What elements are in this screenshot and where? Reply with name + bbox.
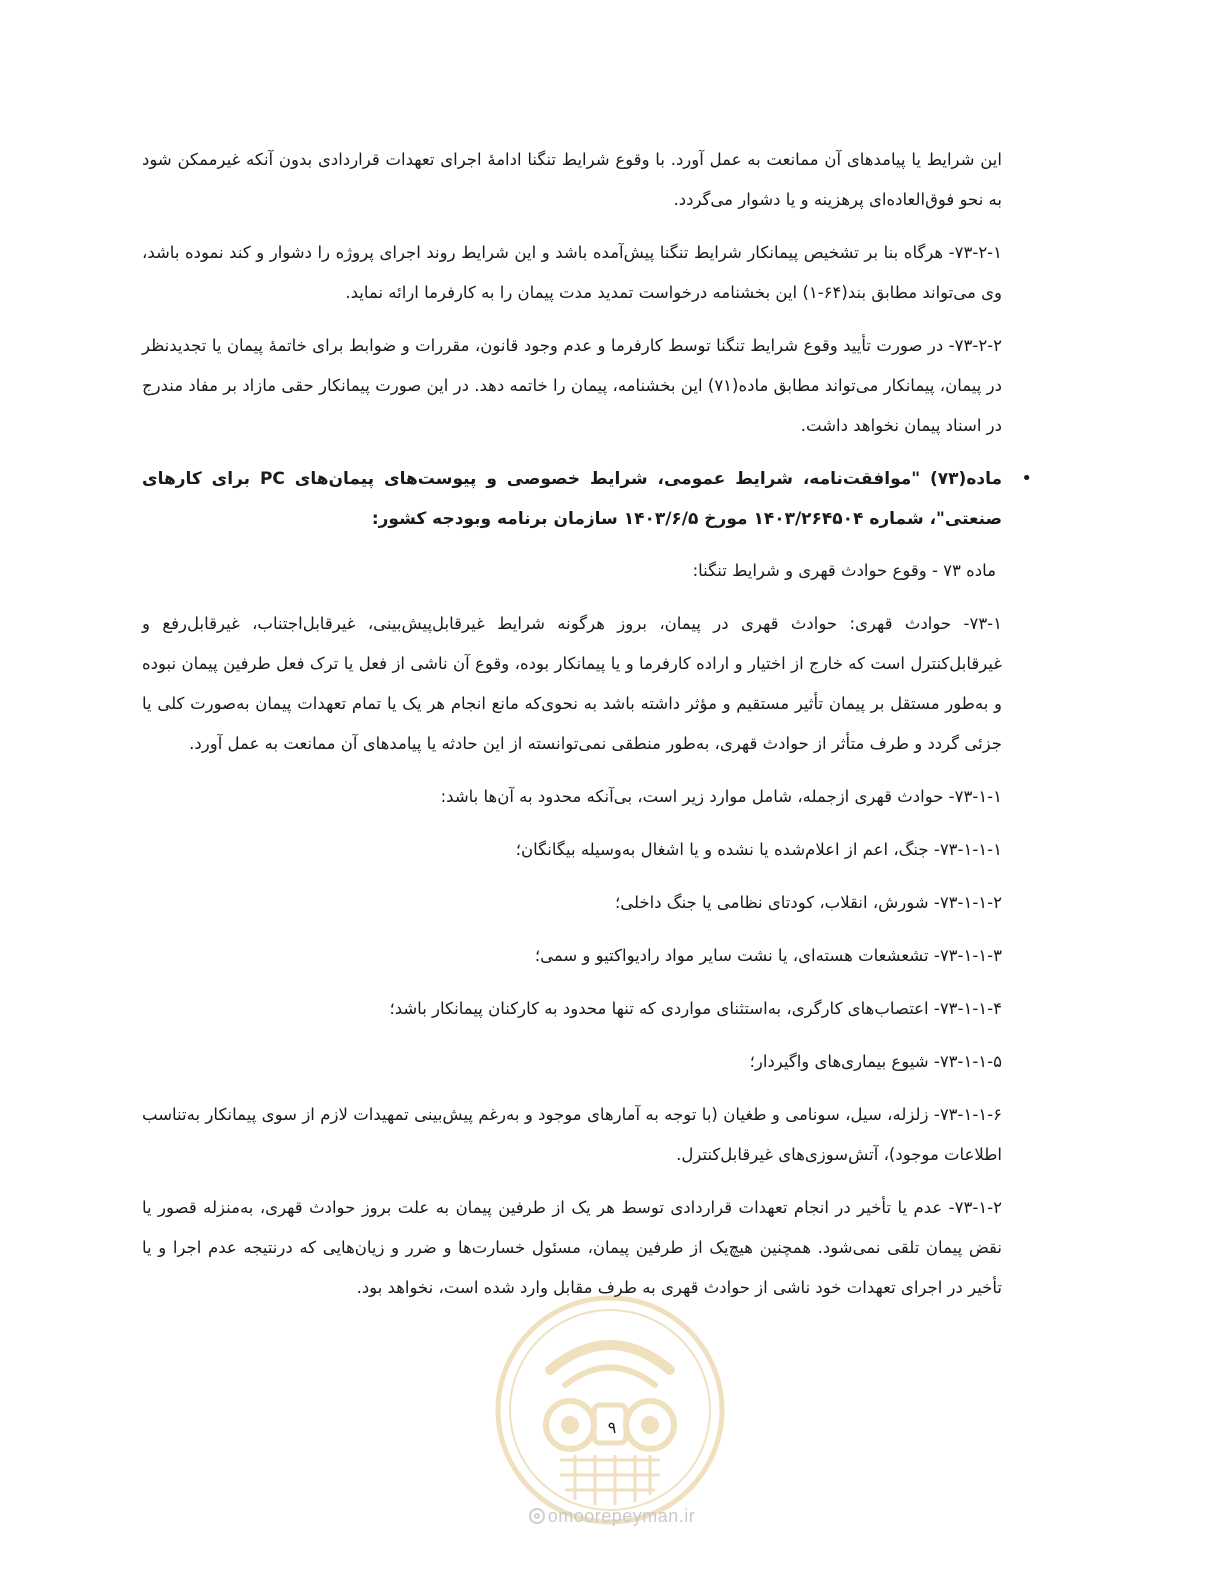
paragraph-73-1-1-4: ۷۳-۱-۱-۴- اعتصاب‌های کارگری، به‌استثنای مواردی که تنها محدود به کارکنان پیمانکار باشد؛	[389, 999, 1002, 1018]
bullet-item	[142, 459, 1032, 539]
bullet-heading: ماده(۷۳) "موافقت‌نامه، شرایط عمومی، شرایط خصوصی و پیوست‌های پیمان‌های PC برای کارهای صنعتی"، شماره ۱۴۰۳/۲۶۴۵۰۴ مورخ ۱۴۰۳/۶/۵ سازمان برنامه وبودجه کشور:	[142, 469, 1002, 529]
paragraph-73-1-1-3: ۷۳-۱-۱-۳- تشعشعات هسته‌ای، یا نشت سایر مواد رادیواکتیو و سمی؛	[534, 946, 1002, 965]
section-subheading: ماده ۷۳ - وقوع حوادث قهری و شرایط تنگنا:	[692, 561, 996, 580]
at-sign-icon	[529, 1508, 545, 1524]
watermark-seal-logo	[490, 1290, 730, 1530]
paragraph-73-1: ۷۳-۱- حوادث قهری: حوادث قهری در پیمان، بروز هرگونه شرایط غیرقابل‌پیش‌بینی، غیرقابل‌اجتناب، غیرقابل‌رفع و غیرقابل‌کنترل است که خارج از اختیار و اراده کارفرما و یا پیمانکار بوده، وقوع آن ناشی از فعل یا ترک فعل طرفین پیمان نبوده و به‌طور مستقل بر پیمان تأثیر مستقیم و مؤثر داشته باشد به نحوی‌که مانع انجام هر یک یا تمام تعهدات پیمان به‌صورت کلی یا جزئی گردد و طرف متأثر از حوادث قهری، به‌طور منطقی نمی‌توانسته از این حادثه یا پیامدهای آن ممانعت به عمل آورد.	[142, 614, 1002, 753]
paragraph-73-1-1-1: ۷۳-۱-۱-۱- جنگ، اعم از اعلام‌شده یا نشده و یا اشغال به‌وسیله بیگانگان؛	[515, 840, 1002, 859]
paragraph-intro: این شرایط یا پیامدهای آن ممانعت به عمل آورد. با وقوع شرایط تنگنا ادامهٔ اجرای تعهدات قراردادی بدون آنکه غیرممکن شود به نحو فوق‌العاده‌ای پرهزینه و یا دشوار می‌گردد.	[142, 150, 1002, 209]
paragraph-73-1-1-2: ۷۳-۱-۱-۲- شورش، انقلاب، کودتای نظامی یا جنگ داخلی؛	[614, 893, 1002, 912]
paragraph-73-1-1-6: ۷۳-۱-۱-۶- زلزله، سیل، سونامی و طغیان (با توجه به آمارهای موجود و به‌رغم پیش‌بینی تمهیدات لازم از سوی پیمانکار به‌تناسب اطلاعات موجود)، آتش‌سوزی‌های غیرقابل‌کنترل.	[142, 1105, 1002, 1164]
paragraph-73-1-2: ۷۳-۱-۲- عدم یا تأخیر در انجام تعهدات قراردادی توسط هر یک از طرفین پیمان به علت بروز حوادث قهری، به‌منزله قصور یا نقض پیمان تلقی نمی‌شود. همچنین هیچ‌یک از طرفین پیمان، مسئول خسارت‌ها و ضرر و زیان‌هایی که درنتیجه عدم اجرا و یا تأخیر در اجرای تعهدات خود ناشی از حوادث قهری به طرف مقابل وارد شده است، نخواهد بود.	[142, 1198, 1002, 1297]
paragraph-73-1-1-5: ۷۳-۱-۱-۵- شیوع بیماری‌های واگیردار؛	[749, 1052, 1002, 1071]
document-body	[142, 140, 1032, 1321]
bullet-icon: •	[1021, 468, 1032, 489]
paragraph-73-2-2: ۷۳-۲-۲- در صورت تأیید وقوع شرایط تنگنا توسط کارفرما و عدم وجود قانون، مقررات و ضوابط برای خاتمهٔ پیمان یا تجدیدنظر در پیمان، پیمانکار می‌تواند مطابق ماده(۷۱) این بخشنامه، پیمان را خاتمه دهد. در این صورت پیمانکار حقی مازاد بر مفاد مندرج در اسناد پیمان نخواهد داشت.	[142, 336, 1002, 435]
footer-website-text: omoorepeyman.ir	[547, 1506, 696, 1526]
page-number: ۹	[607, 1418, 617, 1437]
paragraph-73-1-1: ۷۳-۱-۱- حوادث قهری ازجمله، شامل موارد زیر است، بی‌آنکه محدود به آن‌ها باشد:	[440, 787, 1002, 806]
paragraph-73-2-1: ۷۳-۲-۱- هرگاه بنا بر تشخیص پیمانکار شرایط تنگنا پیش‌آمده باشد و این شرایط روند اجرای پروژه را دشوار و کند نموده باشد، وی می‌تواند مطابق بند(۶۴-۱) این بخشنامه درخواست تمدید مدت پیمان را به کارفرما ارائه نماید.	[142, 243, 1002, 302]
footer-website	[0, 1506, 1224, 1527]
